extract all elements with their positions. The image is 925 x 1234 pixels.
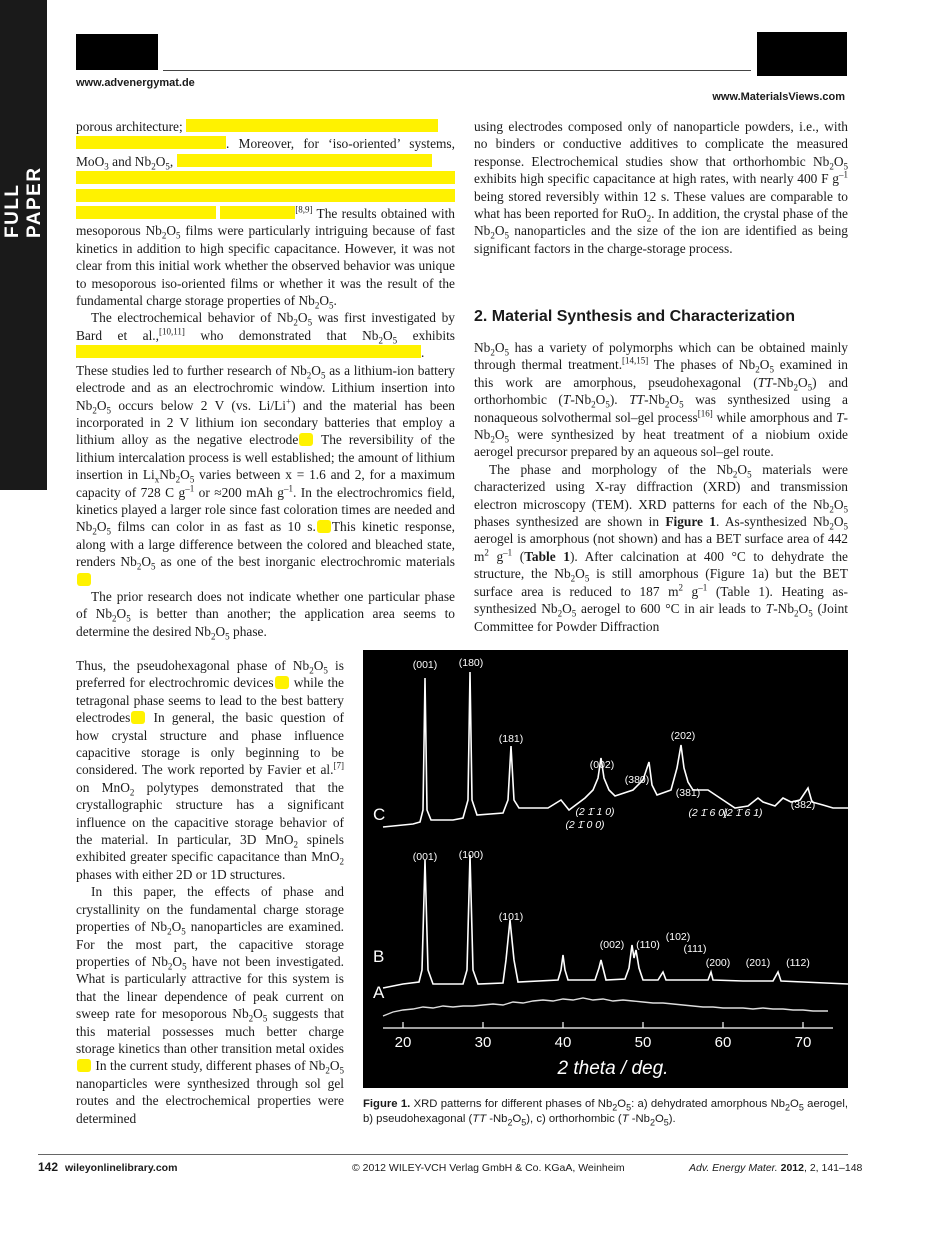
highlight-mark: [275, 676, 289, 689]
publisher-url[interactable]: www.MaterialsViews.com: [712, 91, 845, 103]
peak-label-c: (2 1̄ 6 0): [688, 807, 728, 819]
peak-label-b: (002): [599, 939, 625, 951]
plot-background: [363, 650, 848, 1088]
figure-caption: Figure 1. XRD patterns for different phases of $Nb_2O_5$: a) dehydrated amorphous $Nb_2O_5$ aerogel, b) pseudohexagonal (TT $-Nb_2O_5$), c) orthorhombic (T $-Nb_2O_5$).: [363, 1098, 848, 1128]
page-number: 142: [38, 1160, 59, 1174]
x-tick-label: 60: [714, 1034, 732, 1051]
peak-label-b: (201): [745, 957, 771, 969]
footer-rule: [38, 1154, 848, 1155]
curve-label: C: [373, 805, 386, 824]
x-tick-label: 20: [394, 1034, 412, 1051]
sidebar-tab: [0, 0, 47, 490]
journal-url[interactable]: www.advenergymat.de: [76, 77, 195, 89]
highlight-mark: [131, 711, 145, 724]
footer-journal: Adv. Energy Mater. 2012, 2, 141–148: [689, 1162, 863, 1174]
figure-xrd: [363, 650, 848, 1088]
peak-label-b: (100): [458, 849, 484, 861]
footer-copyright: © 2012 WILEY-VCH Verlag GmbH & Co. KGaA, Weinheim: [352, 1162, 625, 1174]
paragraph: The prior research does not indicate whether one particular phase of $Nb_2O_5$ is better than another; the application area seems to determine the desired $Nb_2O_5$ phase.: [76, 588, 455, 642]
header-rule: [163, 70, 751, 71]
header-publisher-block: [757, 32, 847, 76]
highlight-mark: [317, 520, 331, 533]
highlight-mark: [77, 1059, 91, 1072]
curve-label: A: [373, 983, 385, 1002]
x-tick-label: 40: [554, 1034, 572, 1051]
left-column-narrow: [76, 657, 344, 1127]
paragraph: In this paper, the effects of phase and crystallinity on the fundamental charge storage properties of $Nb_2O_5$ nanoparticles are examined. For the most part, the capacitive storage properties of $Nb_2O_5$ have not been investigated. What is particularly attractive for this system is that the linear dependence of peak current on sweep rate for mesoporous $Nb_2O_5$ suggests that this material possesses much better charge storage kinetics than other transition metal oxides In the current study, different phases of $Nb_2O_5$ nanoparticles were synthesized through sol gel routes and the electrochemical properties were determined: [76, 884, 345, 1126]
peak-label-c: (2 1̄ 0 0): [565, 819, 605, 831]
paragraph: $Nb_2O_5$ has a variety of polymorphs which can be obtained mainly through thermal treatment.[14,15] The phases of $Nb_2O_5$ examined in this work are amorphous, pseudohexagonal $(TT-Nb_2O_5)$ and orthorhombic $(T-Nb_2O_5)$. $TT-Nb_2O_5$ was synthesized using a nonaqueous solvothermal sol–gel process[16] while amorphous and $T-Nb_2O_5$ were synthesized by heat treatment of a niobium oxide aerogel precursor prepared by an aqueous sol–gel route.: [474, 340, 848, 460]
peak-label-c: (381): [675, 787, 701, 799]
paragraph: Thus, the pseudohexagonal phase of $Nb_2O_5$ is preferred for electrochromic devices while the tetragonal phase seems to lead to the best battery electrodes In general, the basic question of how crystal structure and phase influence capacitive storage is only beginning to be considered. The work reported by Favier et al.[7] on MnO$_2$ polytypes demonstrated that the crystallographic structure has a significant influence on the capacitive storage behavior of the material. In particular, 3D MnO$_2$ spinels exhibited greater specific capacitance than MnO$_2$ phases with either 2D or 1D structures.: [76, 658, 345, 882]
peak-label-c: (202): [670, 730, 696, 742]
peak-label-b: (111): [683, 943, 707, 955]
xrd-plot: [363, 650, 848, 1088]
paragraph: using electrodes composed only of nanoparticle powders, i.e., with no binders or conductive additives to complicate the measured response. Electrochemical studies show that orthorhombic $Nb_2O_5$ exhibits high specific capacitance at high rates, with nearly 400 F $g^{-1}$ being stored reversibly within 12 s. These values are comparable to what has been reported for RuO$_2$. In addition, the crystal phase of the $Nb_2O_5$ nanoparticles and the size of the ion are identified as being significant factors in the charge-storage process.: [474, 119, 848, 256]
peak-label-b: (102): [665, 931, 691, 943]
footer-site-link[interactable]: wileyonlinelibrary.com: [65, 1162, 178, 1174]
x-axis-label: 2 theta / deg.: [557, 1058, 669, 1079]
x-tick-label: 30: [474, 1034, 492, 1051]
paragraph: The electrochemical behavior of $Nb_2O_5$ was first investigated by Bard et al.,[10,11] who demonstrated that $Nb_2O_5$ exhibits . These studies led to further research of $Nb_2O_5$ as a lithium-ion battery electrode and as an electrochromic window. Lithium insertion into $Nb_2O_5$ occurs below 2 V (vs. Li/Li+) and the material has been incorporated in 2 V lithium ion secondary batteries that employ a lithium alloy as the negative electrode The reversibility of the lithium intercalation process is well established; the amount of lithium insertion in $Li_xNb_2O_5$ varies between x = 1.6 and 2, for a maximum capacity of 728 C $g^{-1}$ or ≈200 mAh $g^{-1}$. In the electrochromics field, kinetics played a larger role since fast coloration times are needed and $Nb_2O_5$ films can color in as fast as 10 s. This kinetic response, along with a large difference between the colored and bleached state, renders $Nb_2O_5$ as one of the best inorganic electrochromic materials: [76, 309, 455, 588]
paragraph: The phase and morphology of the $Nb_2O_5$ materials were characterized using X-ray diffraction (XRD) and transmission electron microscopy (TEM). XRD patterns for each of the $Nb_2O_5$ phases synthesized are shown in Figure 1. As-synthesized $Nb_2O_5$ aerogel is amorphous (not shown) and has a BET surface area of 442 $m^2$ $g^{-1}$ (Table 1). After calcination at 400 °C to dehydrate the structure, the $Nb_2O_5$ is still amorphous (Figure 1a) but the BET surface area is reduced to 187 $m^2$ $g^{-1}$ (Table 1). Heating as-synthesized $Nb_2O_5$ aerogel to 600 °C in air leads to $T-Nb_2O_5$ (Joint Committee for Powder Diffraction: [474, 461, 849, 634]
right-column-section: [474, 339, 848, 635]
curve-label: B: [373, 947, 385, 966]
x-tick-label: 70: [794, 1034, 812, 1051]
peak-label-c: (180): [458, 657, 484, 669]
peak-label-b: (200): [705, 957, 731, 969]
right-column: [474, 118, 848, 257]
peak-label-b: (112): [786, 957, 810, 969]
peak-label-c: (380): [624, 774, 650, 786]
peak-label-c: (181): [498, 733, 524, 745]
header-logo-block: [76, 34, 158, 70]
peak-label-b: (001): [412, 851, 438, 863]
peak-label-b: (110): [636, 939, 660, 951]
highlight-mark: [77, 573, 91, 586]
section-heading: 2. Material Synthesis and Characterization: [474, 308, 795, 325]
peak-label-c: (2 1̄ 1 0): [575, 806, 615, 818]
left-column: [76, 118, 455, 640]
peak-label-b: (101): [498, 911, 524, 923]
highlight-mark: [299, 433, 313, 446]
paragraph: porous architecture; . Moreover, for ‘iso-oriented’ systems, MoO$_3$ and $Nb_2O_5$, [8,9] The results obtained with mesoporous $Nb_2O_5$ films were particularly intriguing because of fast kinetics in addition to high specific capacitance. However, it was not clear from this initial work whether the observed behavior was unique to mesoporous iso-oriented films or whether it was the result of the fundamental charge storage properties of $Nb_2O_5$.: [76, 119, 455, 311]
x-tick-label: 50: [634, 1034, 652, 1051]
peak-label-c: (2 1̄ 6 1): [723, 807, 763, 819]
sidebar-label: FULL PAPER: [2, 166, 45, 238]
peak-label-c: (001): [412, 659, 438, 671]
peak-label-c: (382): [790, 799, 816, 811]
peak-label-c: (002): [589, 759, 615, 771]
